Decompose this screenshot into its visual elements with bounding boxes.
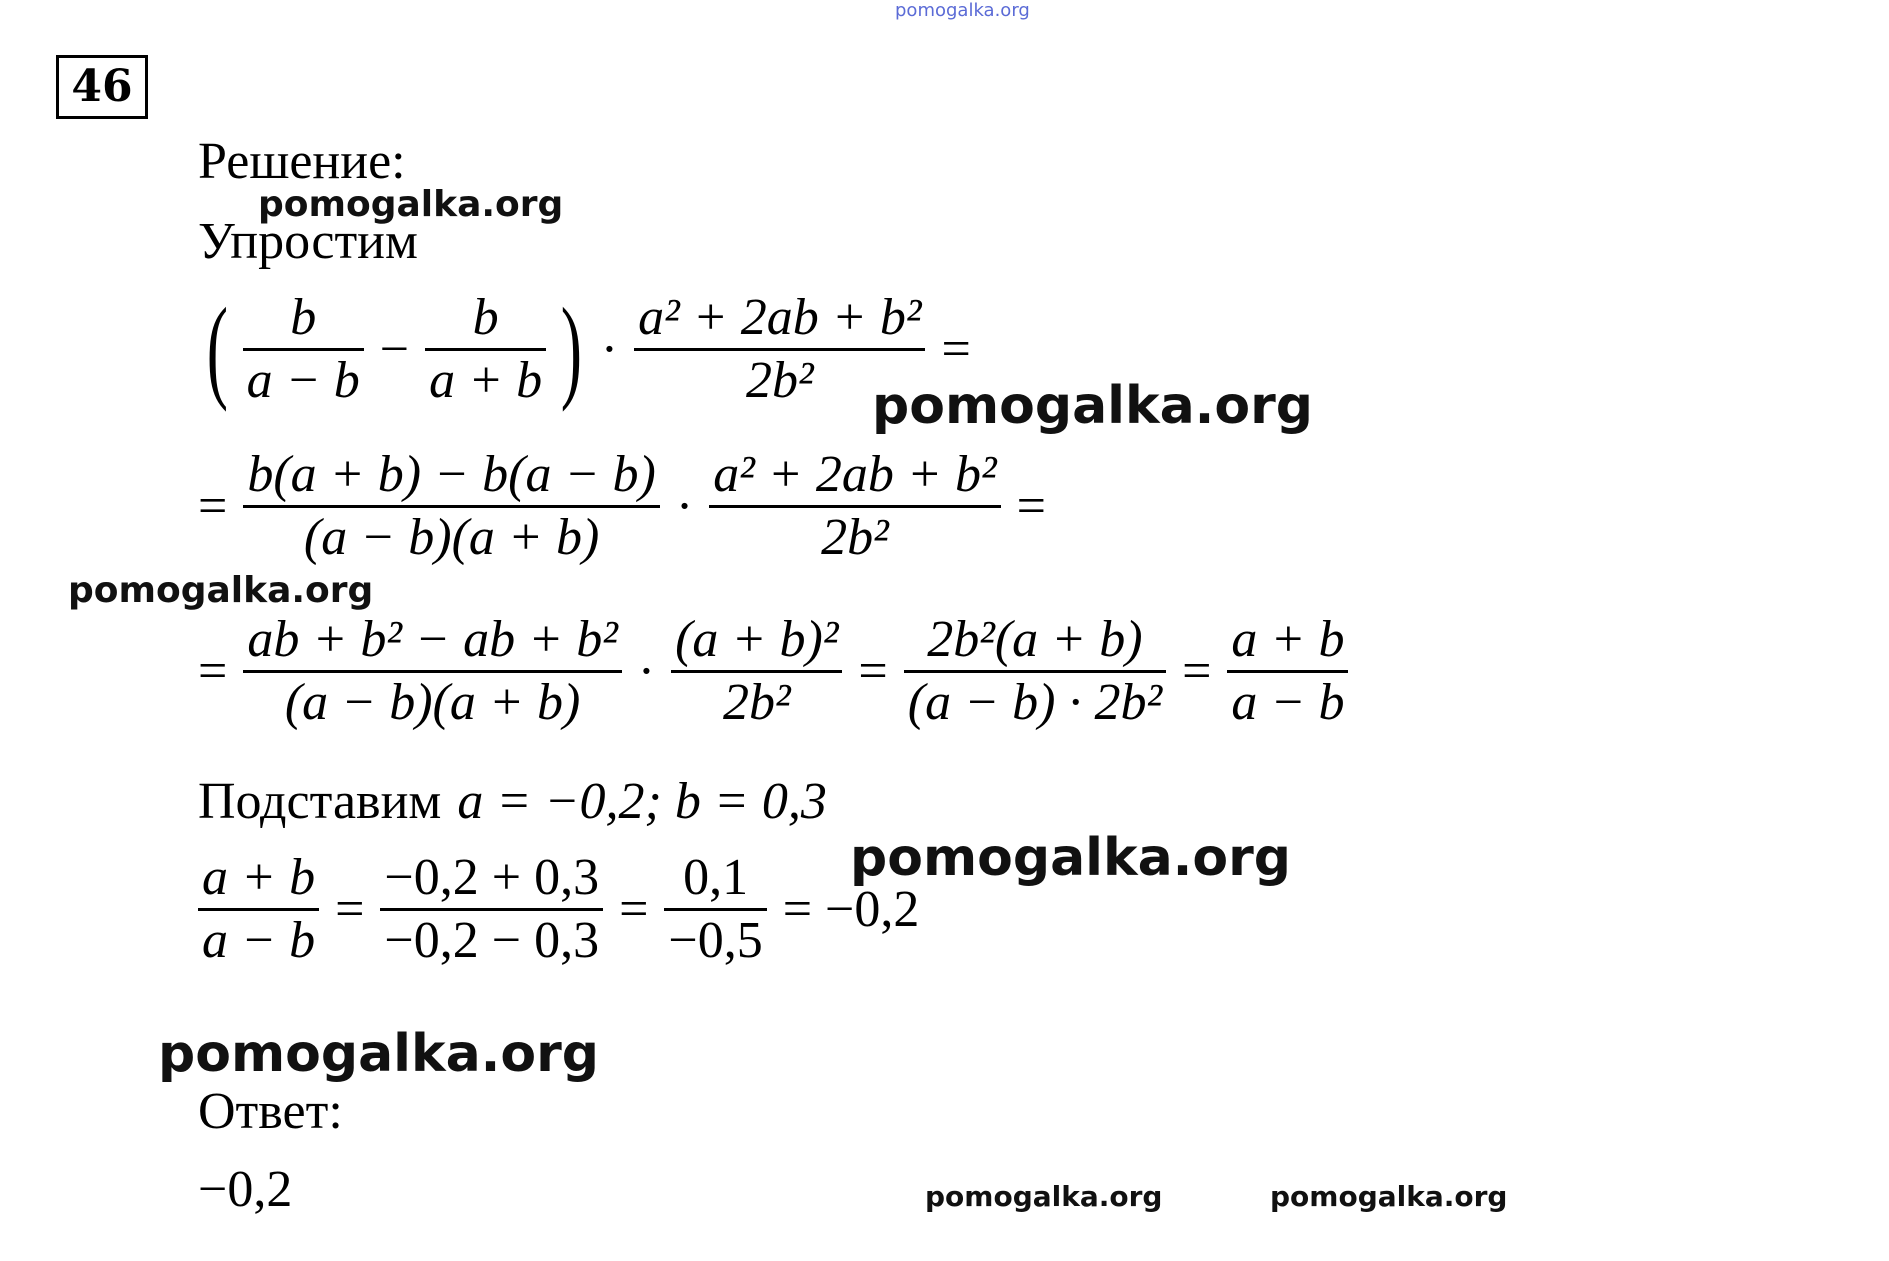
denominator: −0,2 − 0,3	[384, 911, 600, 969]
watermark: pomogalka.org	[158, 1024, 600, 1084]
denominator: (a − b)(a + b)	[303, 508, 600, 566]
substitute-expression: a = −0,2; b = 0,3	[457, 773, 827, 830]
right-paren: )	[560, 285, 583, 414]
watermark: pomogalka.org	[872, 376, 1314, 436]
operator: =	[858, 642, 888, 700]
watermark-top: pomogalka.org	[895, 0, 1030, 21]
watermark: pomogalka.org	[258, 184, 564, 225]
denominator: a − b	[202, 911, 316, 969]
fraction	[709, 445, 1000, 568]
numerator: a + b	[1231, 611, 1345, 668]
operator: =	[198, 642, 228, 700]
numerator: 2b²(a + b)	[927, 611, 1143, 668]
numerator: −0,2 + 0,3	[384, 849, 600, 906]
numerator: a² + 2ab + b²	[638, 289, 922, 346]
operator: ·	[675, 477, 694, 535]
denominator: (a − b) · 2b²	[907, 673, 1163, 731]
watermark: pomogalka.org	[1270, 1180, 1508, 1213]
numerator: b	[290, 289, 317, 346]
equation-line-2	[198, 445, 1056, 568]
operator: ·	[637, 642, 656, 700]
answer-label: Ответ:	[198, 1083, 343, 1140]
equation-line-1	[198, 285, 981, 414]
operator: ·	[600, 320, 619, 378]
denominator: 2b²	[722, 673, 791, 731]
equation-line-4	[198, 848, 929, 971]
operator: =	[335, 880, 365, 938]
numerator: a + b	[202, 849, 316, 906]
numerator: 0,1	[683, 849, 749, 906]
operator: =	[198, 477, 228, 535]
denominator: 2b²	[821, 508, 889, 566]
denominator: (a − b)(a + b)	[284, 673, 581, 731]
answer-value: −0,2	[198, 1161, 293, 1218]
fraction	[671, 610, 842, 733]
denominator: a − b	[246, 351, 360, 409]
problem-number: 46	[56, 55, 148, 119]
watermark: pomogalka.org	[850, 828, 1292, 888]
substitute-line	[198, 772, 827, 831]
fraction	[1227, 610, 1348, 733]
fraction	[904, 610, 1166, 733]
fraction	[664, 848, 766, 971]
numerator: (a + b)²	[675, 611, 839, 668]
numerator: b(a + b) − b(a − b)	[247, 446, 656, 503]
watermark: pomogalka.org	[925, 1180, 1163, 1213]
denominator: a + b	[429, 351, 543, 409]
fraction	[380, 848, 603, 971]
simplify-label: Упростим	[198, 213, 418, 270]
fraction	[425, 288, 546, 411]
operator: =	[619, 880, 649, 938]
denominator: 2b²	[746, 351, 814, 409]
equation-line-3	[198, 610, 1354, 733]
numerator: b	[472, 289, 499, 346]
solution-label: Решение:	[198, 133, 406, 190]
numerator: ab + b² − ab + b²	[247, 611, 618, 668]
denominator: −0,5	[668, 911, 763, 969]
operator: =	[1016, 477, 1046, 535]
watermark: pomogalka.org	[68, 570, 374, 611]
operator: =	[1182, 642, 1212, 700]
denominator: a − b	[1231, 673, 1345, 731]
substitute-label: Подставим	[198, 773, 442, 830]
fraction	[243, 288, 364, 411]
fraction	[243, 610, 621, 733]
numerator: a² + 2ab + b²	[713, 446, 997, 503]
fraction	[243, 445, 660, 568]
operator: =	[941, 320, 971, 378]
result: = −0,2	[782, 880, 920, 938]
fraction	[198, 848, 319, 971]
operator: −	[379, 320, 410, 378]
left-paren: (	[206, 285, 228, 414]
